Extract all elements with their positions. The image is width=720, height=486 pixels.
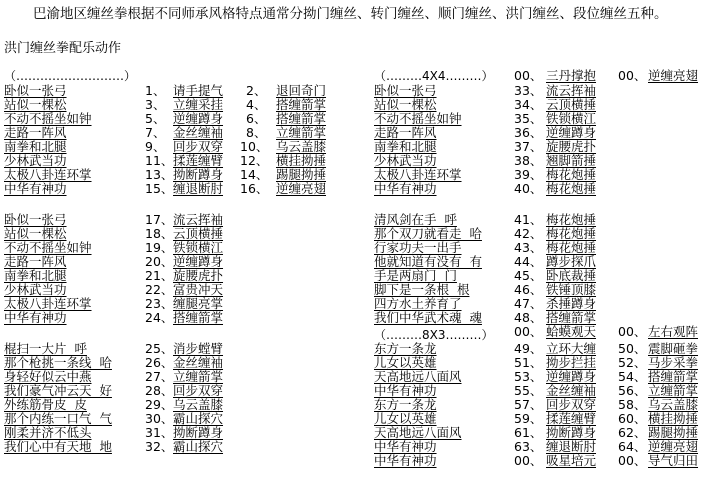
move-name: 蛤蟆观天 (546, 324, 597, 339)
move-number: 8、 (246, 125, 267, 140)
lyric-line: 太极八卦连环掌 (4, 167, 92, 182)
move-name: 云顶横捶 (173, 226, 224, 241)
move-name: 马步采拳 (648, 355, 699, 370)
lyric-line: 卧似一张弓 (4, 83, 67, 98)
move-number: 60、 (618, 411, 647, 426)
lyric-line: 那个双刀就看走 哈 (374, 226, 482, 241)
move-name: 云顶横捶 (546, 97, 597, 112)
lyric-line: 清风剑在手 呼 (374, 212, 457, 227)
move-name: 霸山探穴 (173, 439, 224, 454)
move-name: 金丝缠袖 (173, 355, 224, 370)
move-name: 搭缠箭掌 (276, 97, 327, 112)
move-number: 47、 (514, 296, 543, 311)
move-name: 梅花炮捶 (546, 167, 597, 182)
move-number: 00、 (618, 68, 647, 83)
lyric-line: 中华有神功 (4, 181, 67, 196)
move-name: 搭缠箭掌 (546, 310, 597, 325)
lyric-line: 站似一棵松 (374, 97, 437, 112)
move-name: 三丹撑抱 (546, 68, 597, 83)
lyric-line: 中华有神功 (374, 181, 437, 196)
move-number: 29、 (145, 397, 174, 412)
move-name: 请手提气 (173, 83, 224, 98)
move-name: 回步双穿 (173, 139, 224, 154)
move-name: 铁锁横江 (546, 111, 597, 126)
move-name: 逆缠蹲身 (546, 369, 597, 384)
move-name: 旋腰虎扑 (546, 139, 597, 154)
move-number: 39、 (514, 167, 543, 182)
move-name: 左右观阵 (648, 324, 699, 339)
move-number: 21、 (145, 268, 174, 283)
lyric-line: 中华有神功 (374, 383, 437, 398)
move-name: 梅花炮捶 (546, 240, 597, 255)
move-name: 逆缠蹲身 (546, 125, 597, 140)
lyric-line: 那个枪挑一条线 哈 (4, 355, 112, 370)
move-number: 28、 (145, 383, 174, 398)
move-name: 逆缠亮翅 (276, 181, 327, 196)
move-name: 缠退断肘 (173, 181, 224, 196)
lyric-line: 脚下是一条根 根 (374, 282, 470, 297)
lyric-line: 少林武当功 (4, 153, 67, 168)
move-name: 立环大缠 (546, 341, 597, 356)
move-number: 15、 (145, 181, 174, 196)
move-name: 揉莲缠臂 (173, 153, 224, 168)
move-number: 64、 (618, 439, 647, 454)
move-number: 3、 (145, 97, 166, 112)
move-number: 38、 (514, 153, 543, 168)
lyric-line: 南拳和北腿 (4, 139, 67, 154)
move-number: 41、 (514, 212, 543, 227)
move-name: 卧底裁捶 (546, 268, 597, 283)
lyric-line: 四方水土养育了 (374, 296, 462, 311)
lyric-line: 不动不摇坐如钟 (374, 111, 462, 126)
intro-paragraph: 巴渝地区缠丝拳根据不同师承风格特点通常分拗门缠丝、转门缠丝、顺门缠丝、洪门缠丝、段位缠丝五种。 (33, 6, 668, 22)
move-number: 00、 (514, 68, 543, 83)
move-name: 拗断蹲身 (173, 425, 224, 440)
move-number: 30、 (145, 411, 174, 426)
move-name: 杀捶蹲身 (546, 296, 597, 311)
lyric-line: 我们中华武术魂 魂 (374, 310, 482, 325)
move-number: 17、 (145, 212, 174, 227)
move-name: 踢腿拗捶 (276, 167, 327, 182)
move-name: 金丝缠袖 (173, 125, 224, 140)
move-name: 霸山探穴 (173, 411, 224, 426)
move-number: 10、 (240, 139, 269, 154)
move-name: 金丝缠袖 (546, 383, 597, 398)
lyric-line: 那个内练一口气 气 (4, 411, 112, 426)
move-name: 回步双穿 (173, 383, 224, 398)
lyric-line: 太极八卦连环掌 (374, 167, 462, 182)
move-number: 51、 (514, 355, 543, 370)
move-name: 乌云盖膝 (648, 397, 699, 412)
move-name: 立缠采挂 (173, 97, 224, 112)
move-number: 1、 (145, 83, 166, 98)
lyric-line: 太极八卦连环掌 (4, 296, 92, 311)
lyric-line: 外练筋骨皮 皮 (4, 397, 87, 412)
move-number: 59、 (514, 411, 543, 426)
lyric-line: 手是两扇门 门 (374, 268, 457, 283)
lyric-line: 站似一棵松 (4, 97, 67, 112)
move-number: 23、 (145, 296, 174, 311)
move-name: 翘脚箭捶 (546, 153, 597, 168)
lyric-line: 卧似一张弓 (374, 83, 437, 98)
move-number: 56、 (618, 383, 647, 398)
move-name: 吸星培元 (546, 453, 597, 468)
lyric-line: 他就知道有没有 有 (374, 254, 482, 269)
move-name: 立缠箭掌 (276, 125, 327, 140)
move-name: 导气归田 (648, 453, 699, 468)
lyric-line: 不动不摇坐如钟 (4, 111, 92, 126)
move-number: 00、 (618, 453, 647, 468)
lyric-line: 东方一条龙 (374, 397, 437, 412)
lyric-line: 中华有神功 (4, 310, 67, 325)
lyric-line: 不动不摇坐如钟 (4, 240, 92, 255)
move-number: 5、 (145, 111, 166, 126)
lyric-line: 走路一阵风 (374, 125, 437, 140)
move-number: 58、 (618, 397, 647, 412)
move-number: 14、 (240, 167, 269, 182)
move-number: 33、 (514, 83, 543, 98)
move-name: 梅花炮捶 (546, 181, 597, 196)
move-name: 踢腿拗捶 (648, 425, 699, 440)
lyric-line: 少林武当功 (4, 282, 67, 297)
move-name: 逆缠亮翅 (648, 439, 699, 454)
move-number: 27、 (145, 369, 174, 384)
lyric-line: 天高地远八面风 (374, 425, 462, 440)
lyric-line: 走路一阵风 (4, 254, 67, 269)
move-number: 35、 (514, 111, 543, 126)
lyric-line: 儿女以英雄 (374, 411, 437, 426)
move-name: 流云挥袖 (173, 212, 224, 227)
move-name: 退回奇门 (276, 83, 327, 98)
move-number: 12、 (240, 153, 269, 168)
move-number: 4、 (246, 97, 267, 112)
move-number: 42、 (514, 226, 543, 241)
section-title: 洪门缠丝拳配乐动作 (4, 41, 122, 56)
move-number: 61、 (514, 425, 543, 440)
move-number: 46、 (514, 282, 543, 297)
move-name: 搭缠箭掌 (648, 369, 699, 384)
move-number: 25、 (145, 341, 174, 356)
move-number: 22、 (145, 282, 174, 297)
move-number: 52、 (618, 355, 647, 370)
move-name: 乌云盖膝 (276, 139, 327, 154)
move-name: 缠腿亮掌 (173, 296, 224, 311)
move-number: 7、 (145, 125, 166, 140)
move-number: 11、 (145, 153, 174, 168)
lyric-line: 站似一棵松 (4, 226, 67, 241)
lyric-line: 我们心中有天地 地 (4, 439, 112, 454)
move-name: 拗步拦挂 (546, 355, 597, 370)
move-name: 铁锤顶膝 (546, 282, 597, 297)
block-header: （………………………） (4, 69, 137, 83)
move-name: 横挂拗捶 (276, 153, 327, 168)
lyric-line: 行家功夫一出手 (374, 240, 462, 255)
move-number: 20、 (145, 254, 174, 269)
lyric-line: 天高地远八面风 (374, 369, 462, 384)
move-number: 55、 (514, 383, 543, 398)
move-name: 回步双穿 (546, 397, 597, 412)
move-number: 34、 (514, 97, 543, 112)
move-number: 31、 (145, 425, 174, 440)
move-name: 铁锁横江 (173, 240, 224, 255)
move-name: 搭缠箭掌 (276, 111, 327, 126)
lyric-line: 卧似一张弓 (4, 212, 67, 227)
move-name: 梅花炮捶 (546, 212, 597, 227)
move-name: 搭缠箭掌 (173, 310, 224, 325)
lyric-line: 儿女以英雄 (374, 355, 437, 370)
move-number: 26、 (145, 355, 174, 370)
move-number: 6、 (246, 111, 267, 126)
move-name: 逆缠蹲身 (173, 111, 224, 126)
move-name: 缠退断肘 (546, 439, 597, 454)
move-name: 揉莲缠臂 (546, 411, 597, 426)
move-number: 19、 (145, 240, 174, 255)
move-number: 00、 (618, 324, 647, 339)
block-header: （………4X4………） (374, 69, 494, 83)
move-number: 32、 (145, 439, 174, 454)
move-number: 36、 (514, 125, 543, 140)
move-name: 旋腰虎扑 (173, 268, 224, 283)
move-number: 50、 (618, 341, 647, 356)
move-number: 63、 (514, 439, 543, 454)
move-number: 13、 (145, 167, 174, 182)
move-name: 富贵冲天 (173, 282, 224, 297)
move-number: 49、 (514, 341, 543, 356)
lyric-line: 棍扫一大片 呼 (4, 341, 87, 356)
lyric-line: 我们豪气冲云天 好 (4, 383, 112, 398)
move-name: 拗断蹲身 (546, 425, 597, 440)
move-name: 立缠箭掌 (648, 383, 699, 398)
move-name: 梅花炮捶 (546, 226, 597, 241)
move-name: 蹲步探爪 (546, 254, 597, 269)
lyric-line: 走路一阵风 (4, 125, 67, 140)
move-name: 震脚砸拳 (648, 341, 699, 356)
move-number: 62、 (618, 425, 647, 440)
move-name: 逆缠亮翅 (648, 68, 699, 83)
move-number: 00、 (514, 453, 543, 468)
move-number: 24、 (145, 310, 174, 325)
move-number: 00、 (514, 324, 543, 339)
lyric-line: 南拳和北腿 (374, 139, 437, 154)
move-number: 45、 (514, 268, 543, 283)
move-name: 横挂拗捶 (648, 411, 699, 426)
move-name: 消步螳臂 (173, 341, 224, 356)
move-number: 2、 (246, 83, 267, 98)
move-number: 37、 (514, 139, 543, 154)
lyric-line: 身轻好似云中燕 (4, 369, 92, 384)
move-number: 54、 (618, 369, 647, 384)
lyric-line: 南拳和北腿 (4, 268, 67, 283)
move-name: 流云挥袖 (546, 83, 597, 98)
move-number: 43、 (514, 240, 543, 255)
lyric-line: 少林武当功 (374, 153, 437, 168)
lyric-line: 东方一条龙 (374, 341, 437, 356)
move-number: 18、 (145, 226, 174, 241)
move-name: 立缠箭掌 (173, 369, 224, 384)
move-number: 16、 (240, 181, 269, 196)
lyric-line: 中华有神功 (374, 439, 437, 454)
move-name: 逆缠蹲身 (173, 254, 224, 269)
move-number: 57、 (514, 397, 543, 412)
move-name: 乌云盖膝 (173, 397, 224, 412)
move-number: 44、 (514, 254, 543, 269)
move-number: 9、 (145, 139, 166, 154)
move-number: 53、 (514, 369, 543, 384)
move-number: 40、 (514, 181, 543, 196)
lyric-line: 刚柔并济不低头 (4, 425, 92, 440)
move-number: 48、 (514, 310, 543, 325)
move-name: 拗断蹲身 (173, 167, 224, 182)
lyric-line: 中华有神功 (374, 453, 437, 468)
block-header: （………8X3………） (374, 328, 494, 342)
